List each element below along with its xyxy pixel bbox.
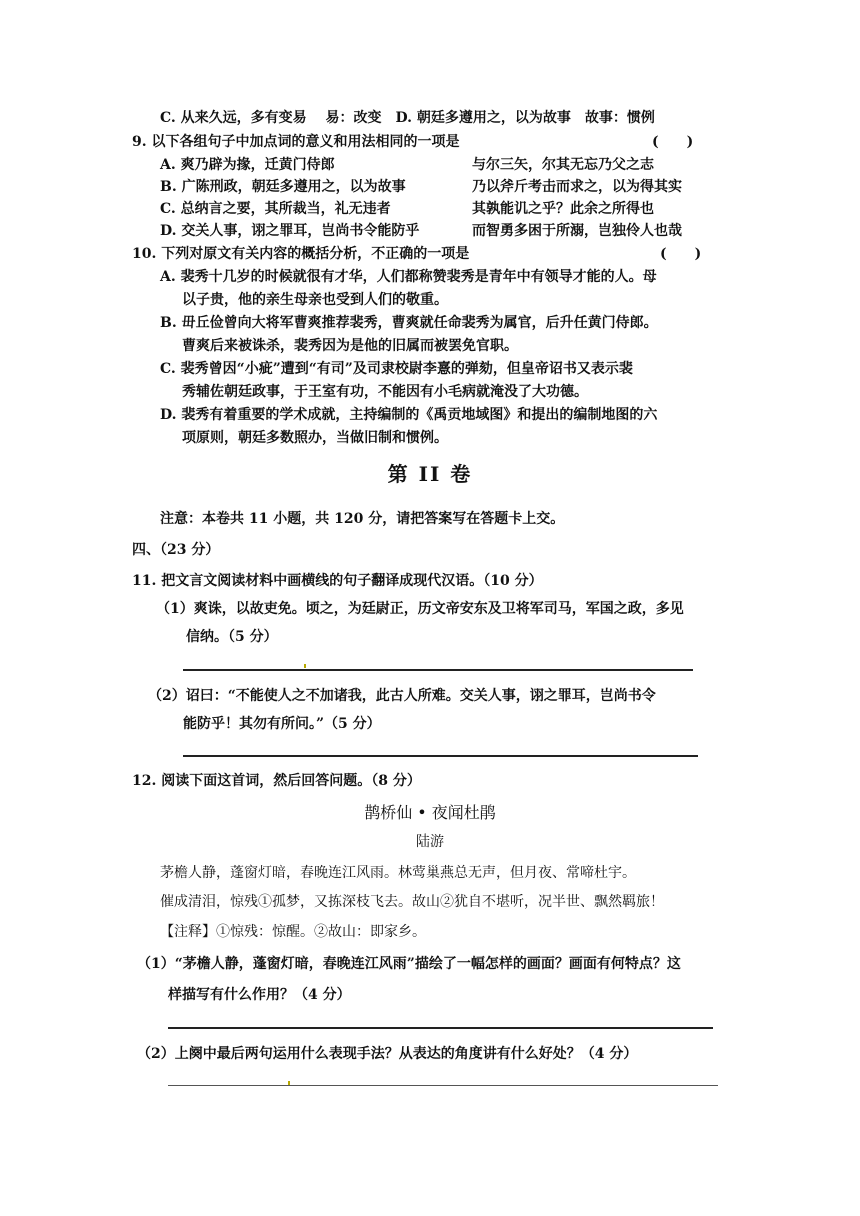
section-four-heading: 四、（23 分） (132, 542, 220, 558)
q12-sub2-answer-line[interactable] (168, 1085, 718, 1086)
q10-option-d-line1: D. 裴秀有着重要的学术成就，主持编制的《禹贡地域图》和提出的编制地图的六 (160, 407, 658, 423)
q9-option-c-left: C. 总纳言之要，其所裁当，礼无违者 (160, 201, 391, 217)
q12-sub1-line1: （1）“茅檐人静，蓬窗灯暗，春晚连江风雨”描绘了一幅怎样的画面？画面有何特点？这 (137, 956, 681, 972)
notice: 注意：本卷共 11 小题，共 120 分，请把答案写在答题卡上交。 (160, 511, 565, 527)
q10-paren: ( ) (660, 246, 702, 262)
q9-option-d-left: D. 交关人事，诩之罪耳，岂尚书令能防乎 (160, 223, 420, 239)
q12-sub1-answer-line[interactable] (168, 1027, 713, 1029)
q10-option-a-line2: 以子贵，他的亲生母亲也受到人们的敬重。 (182, 292, 448, 308)
q9-option-c-right: 其孰能讥之乎？此余之所得也 (472, 201, 654, 217)
q9-option-a-left: A. 爽乃辟为掾，迁黄门侍郎 (160, 157, 335, 173)
poem-title: 鹊桥仙 • 夜闻杜鹃 (364, 803, 496, 822)
q11-stem: 11. 把文言文阅读材料中画横线的句子翻译成现代汉语。（10 分） (132, 573, 543, 589)
q9-option-a-right: 与尔三矢，尔其无忘乃父之志 (472, 157, 654, 173)
q11-sub1-line1: （1）爽诛，以故吏免。顷之，为廷尉正，历文帝安东及卫将军司马，军国之政，多见 (156, 601, 684, 617)
q9-paren: ( ) (652, 134, 694, 150)
q10-option-d-line2: 项原则，朝廷多数照办，当做旧制和惯例。 (182, 430, 448, 446)
q10-option-b-line2: 曹爽后来被诛杀，裴秀因为是他的旧属而被罢免官职。 (182, 338, 518, 354)
poem-line-2: 催成清泪，惊残①孤梦，又拣深枝飞去。故山②犹自不堪听，况半世、飘然羁旅！ (160, 894, 664, 910)
poem-author: 陆游 (416, 834, 444, 850)
q9-option-b-left: B. 广陈刑政，朝廷多遵用之，以为故事 (160, 179, 406, 195)
q10-option-c-line2: 秀辅佐朝廷政事，于王室有功，不能因有小毛病就淹没了大功德。 (182, 384, 588, 400)
poem-annotation: 【注释】①惊残：惊醒。②故山：即家乡。 (160, 924, 426, 940)
q12-stem: 12. 阅读下面这首词，然后回答问题。（8 分） (132, 773, 421, 789)
q10-option-b-line1: B. 毌丘俭曾向大将军曹爽推荐裴秀，曹爽就任命裴秀为属官，后升任黄门侍郎。 (160, 315, 658, 331)
q10-stem: 10. 下列对原文有关内容的概括分析，不正确的一项是 (132, 246, 470, 262)
q8-option-c-d: C. 从来久远，多有变易 易：改变 D. 朝廷多遵用之，以为故事 故事：惯例 (160, 110, 655, 126)
q9-option-b-right: 乃以斧斤考击而求之，以为得其实 (472, 179, 682, 195)
q11-sub2-line2: 能防乎！其勿有所问。”（5 分） (183, 716, 381, 732)
part2-title: 第 II 卷 (387, 462, 473, 486)
q11-sub2-answer-line[interactable] (183, 755, 698, 757)
q10-option-c-line1: C. 裴秀曾因“小疵”遭到“有司”及司隶校尉李憙的弹劾，但皇帝诏书又表示裴 (160, 361, 633, 377)
q11-sub2-line1: （2）诏曰：“不能使人之不加诸我，此古人所难。交关人事，诩之罪耳，岂尚书令 (148, 688, 656, 704)
q10-option-a-line1: A. 裴秀十几岁的时候就很有才华，人们都称赞裴秀是青年中有领导才能的人。母 (160, 269, 657, 285)
q11-sub1-line2: 信纳。（5 分） (186, 629, 278, 645)
q11-sub1-answer-line[interactable] (183, 669, 693, 671)
q9-stem: 9. 以下各组句子中加点词的意义和用法相同的一项是 (132, 134, 460, 150)
stray-mark-2 (288, 1081, 290, 1085)
q9-option-d-right: 而智勇多困于所溺，岂独伶人也哉 (472, 223, 682, 239)
poem-line-1: 茅檐人静，蓬窗灯暗，春晚连江风雨。林莺巢燕总无声，但月夜、常啼杜宇。 (160, 865, 636, 881)
stray-mark (304, 664, 306, 668)
q12-sub1-line2: 样描写有什么作用？（4 分） (168, 987, 351, 1003)
q12-sub2: （2）上阕中最后两句运用什么表现手法？从表达的角度讲有什么好处？（4 分） (137, 1046, 638, 1062)
